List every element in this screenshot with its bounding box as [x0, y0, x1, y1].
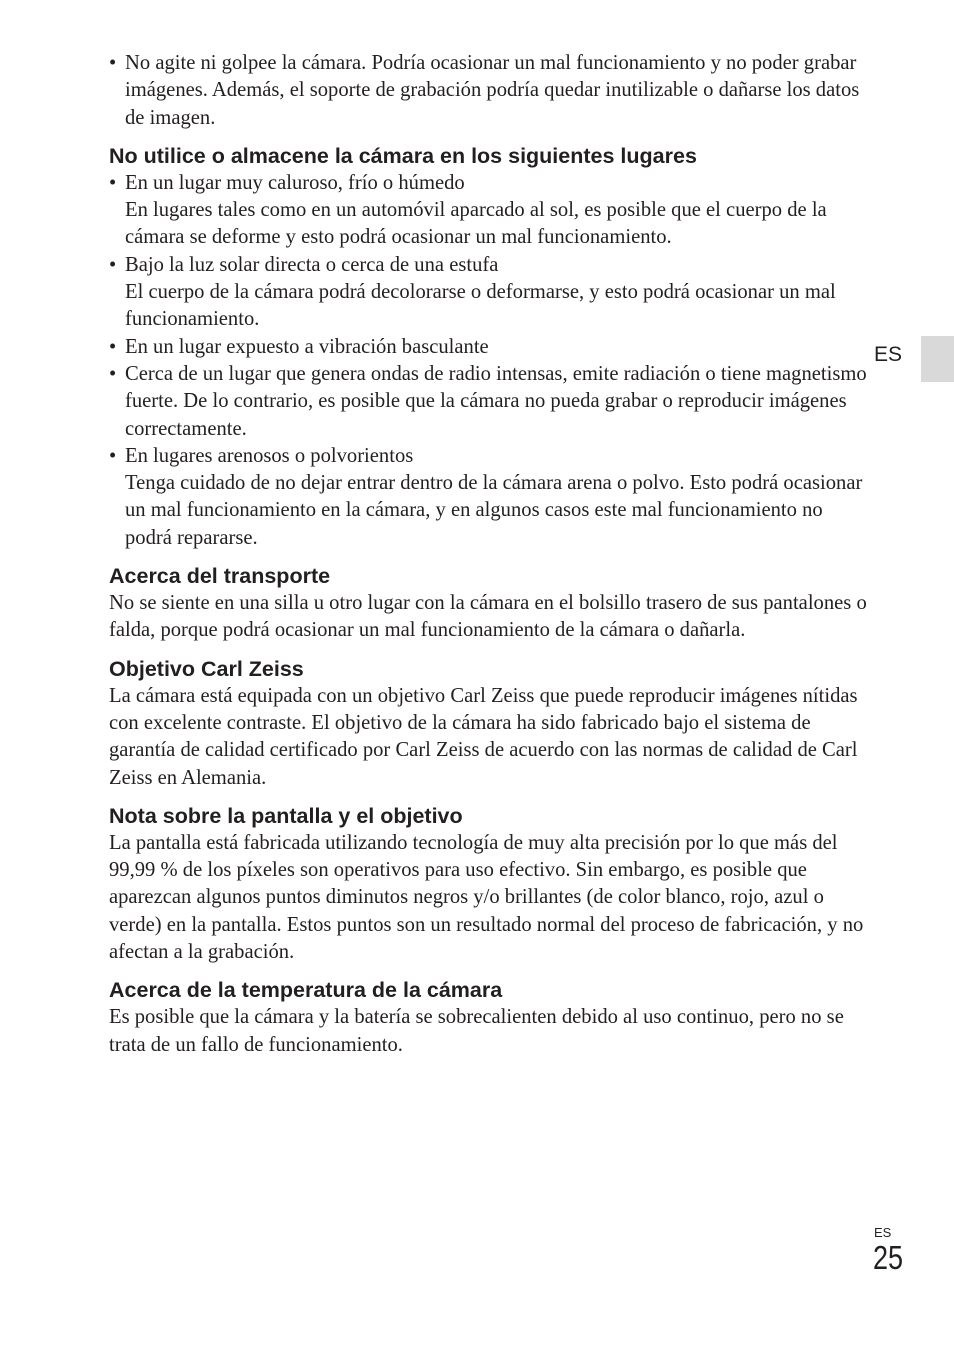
section-heading: Acerca del transporte — [109, 564, 331, 589]
section-body: La pantalla está fabricada utilizando tecnología de muy alta precisión por lo que más del 99,99 % de los píxeles son operativos para uso efectivo. Sin embargo, es posible que aparezcan algunos puntos diminutos negros y/o brillantes (de color blanco, rojo, azul o verde) en la pantalla. Estos puntos son un resultado normal del proceso de fabricación, y no afectan a la grabación. — [109, 831, 864, 964]
section-heading: Nota sobre la pantalla y el objetivo — [109, 803, 463, 828]
page-number: 25 — [873, 1239, 904, 1276]
bullet-marker: • — [109, 362, 117, 385]
section-heading: No utilice o almacene la cámara en los siguientes lugares — [109, 143, 697, 168]
bullet-marker: • — [109, 335, 117, 358]
bullet-marker: • — [109, 444, 117, 467]
footer-language: ES — [874, 1225, 892, 1240]
section-body: No se siente en una silla u otro lugar con la cámara en el bolsillo trasero de sus pantalones o falda, porque podrá ocasionar un mal funcionamiento de la cámara o dañarla. — [109, 592, 867, 642]
bullet-detail: Tenga cuidado de no dejar entrar dentro de la cámara arena o polvo. Esto podrá ocasionar un mal funcionamiento en la cámara, y en algunos casos este mal funcionamiento no podrá repararse. — [125, 472, 863, 549]
bullet-title: Bajo la luz solar directa o cerca de una estufa — [125, 253, 499, 276]
bullet-marker: • — [109, 253, 117, 276]
bullet-title: En lugares arenosos o polvorientos — [125, 444, 414, 467]
section-body: La cámara está equipada con un objetivo Carl Zeiss que puede reproducir imágenes nítidas con excelente contraste. El objetivo de la cámara ha sido fabricado bajo el sistema de garantía de calidad certificado por Carl Zeiss de acuerdo con las normas de calidad de Carl Zeiss en Alemania. — [109, 684, 858, 789]
bullet-title: Cerca de un lugar que genera ondas de radio intensas, emite radiación o tiene magnetismo fuerte. De lo contrario, es posible que la cámara no pueda grabar o reproducir imágenes correctamente. — [125, 362, 867, 440]
section-transport — [109, 562, 869, 645]
bullet-title: En un lugar expuesto a vibración basculante — [125, 335, 489, 358]
section-body: Es posible que la cámara y la batería se sobrecalienten debido al uso continuo, pero no se trata de un fallo de funcionamiento. — [109, 1006, 844, 1056]
list-item — [109, 361, 869, 443]
list-item — [109, 170, 869, 252]
section-heading: Acerca de la temperatura de la cámara — [109, 978, 503, 1003]
list-item — [109, 334, 869, 361]
bullet-text: No agite ni golpee la cámara. Podría ocasionar un mal funcionamiento y no poder grabar imágenes. Además, el soporte de grabación podría quedar inutilizable o dañarse los datos de imagen. — [125, 52, 860, 129]
section-heading: Objetivo Carl Zeiss — [109, 656, 304, 681]
bullet-detail: En lugares tales como en un automóvil aparcado al sol, es posible que el cuerpo de la cámara se deforme y esto podrá ocasionar un mal funcionamiento. — [125, 199, 827, 249]
section-carl-zeiss — [109, 655, 869, 792]
language-side-tab — [921, 336, 954, 382]
intro-bullet — [109, 50, 869, 132]
page-content — [109, 50, 869, 1059]
list-item — [109, 443, 869, 552]
bullet-marker: • — [109, 171, 117, 194]
bullet-title: En un lugar muy caluroso, frío o húmedo — [125, 171, 465, 194]
bullet-list — [109, 170, 869, 552]
list-item — [109, 252, 869, 334]
section-storage — [109, 142, 869, 552]
language-tab-label: ES — [874, 343, 903, 366]
section-screen-lens — [109, 802, 869, 966]
bullet-detail: El cuerpo de la cámara podrá decolorarse o deformarse, y esto podrá ocasionar un mal funcionamiento. — [125, 281, 836, 331]
section-temperature — [109, 976, 869, 1059]
bullet-marker: • — [109, 52, 117, 74]
